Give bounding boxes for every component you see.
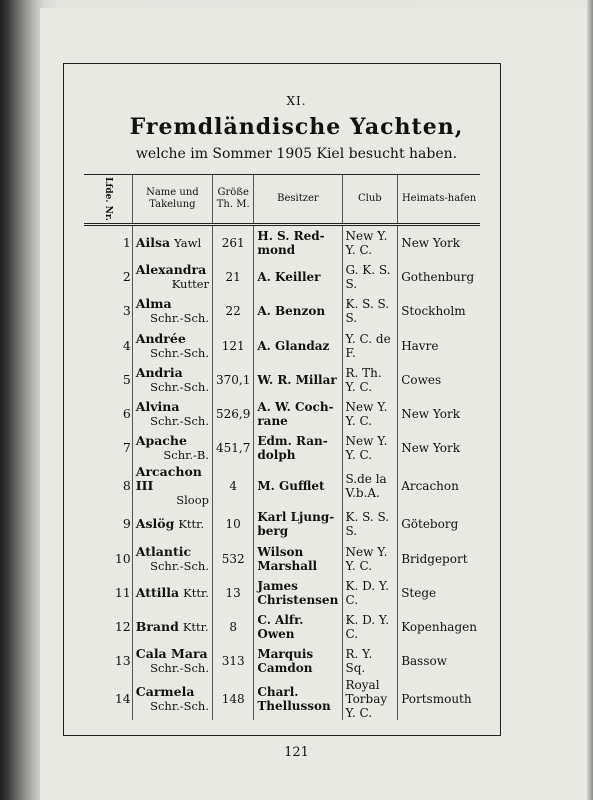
rig-type: Kttr. <box>182 619 209 634</box>
size-cell: 10 <box>213 507 254 541</box>
port-cell: Göteborg <box>398 507 480 541</box>
owner-cell: Edm. Ran-dolph <box>254 431 342 465</box>
rig-type: Schr.-Sch. <box>150 699 209 714</box>
club-cell: R. Th. Y. C. <box>342 363 398 397</box>
size-cell: 8 <box>213 610 254 644</box>
rig-type: Kutter <box>171 277 209 292</box>
yacht-name: Apache <box>135 433 187 449</box>
table-row <box>84 294 480 328</box>
port-cell: Gothenburg <box>398 260 480 294</box>
yacht-name: Andria <box>135 364 183 380</box>
port-cell: Arcachon <box>398 465 480 507</box>
yacht-name-cell <box>132 644 212 678</box>
owner-cell: James Christensen <box>254 576 342 610</box>
size-cell: 370,1 <box>213 363 254 397</box>
port-cell: New York <box>398 397 480 431</box>
club-cell: Royal Torbay Y. C. <box>342 678 398 720</box>
yacht-name: Carmela <box>135 684 195 700</box>
table-row <box>84 576 480 610</box>
port-cell: New York <box>398 431 480 465</box>
yacht-name: Aslög <box>135 516 175 532</box>
club-cell: New Y. Y. C. <box>342 542 398 576</box>
port-cell: Kopenhagen <box>398 610 480 644</box>
port-cell: Havre <box>398 329 480 363</box>
yacht-name-cell <box>132 542 212 576</box>
rig-type: Schr.-Sch. <box>150 345 209 360</box>
rig-type: Kttr. <box>183 585 209 600</box>
header-port: Heimats-hafen <box>398 175 480 225</box>
table-row <box>84 225 480 261</box>
table-row <box>84 329 480 363</box>
header-club: Club <box>342 175 398 225</box>
header-nr: Lfde. Nr. <box>84 175 132 225</box>
size-cell: 121 <box>213 329 254 363</box>
table-header-row <box>84 175 480 225</box>
row-number: 7 <box>122 440 131 456</box>
rig-type: Schr.-Sch. <box>150 661 209 676</box>
club-cell: R. Y. Sq. <box>342 644 398 678</box>
row-number: 10 <box>114 550 131 566</box>
owner-cell: C. Alfr. Owen <box>254 610 342 644</box>
rig-type: Kttr. <box>178 517 205 532</box>
rig-type: Schr.-Sch. <box>150 311 209 326</box>
size-cell: 13 <box>213 576 254 610</box>
row-number: 5 <box>122 371 131 387</box>
size-cell: 148 <box>213 678 254 720</box>
page-title: Fremdländische Yachten, <box>129 114 464 140</box>
header-owner: Besitzer <box>254 175 342 225</box>
size-cell: 22 <box>213 294 254 328</box>
table-row <box>84 431 480 465</box>
size-cell: 4 <box>213 465 254 507</box>
club-cell: G. K. S. S. <box>342 260 398 294</box>
table-row <box>84 507 480 541</box>
club-cell: New Y. Y. C. <box>342 431 398 465</box>
port-cell: Stege <box>398 576 480 610</box>
port-cell: Bridgeport <box>398 542 480 576</box>
yacht-name: Andrée <box>135 330 186 346</box>
yacht-name-cell <box>132 260 212 294</box>
yacht-name-cell <box>132 507 212 541</box>
yacht-name: Alma <box>135 296 172 312</box>
yacht-name: Alexandra <box>135 262 207 278</box>
club-cell: K. S. S. S. <box>342 507 398 541</box>
row-number: 13 <box>114 653 131 669</box>
table-row <box>84 610 480 644</box>
row-number: 3 <box>122 303 131 319</box>
header-size: Größe Th. M. <box>213 175 254 225</box>
size-cell: 526,9 <box>213 397 254 431</box>
yacht-name-cell <box>132 431 212 465</box>
row-number: 12 <box>114 618 131 634</box>
club-cell: S.de la V.b.A. <box>342 465 398 507</box>
rig-type: Schr.-Sch. <box>150 558 209 573</box>
row-number: 8 <box>122 478 131 494</box>
rig-type: Schr.-Sch. <box>150 414 209 429</box>
row-number: 1 <box>122 235 131 251</box>
club-cell: Y. C. de F. <box>342 329 398 363</box>
rig-type: Sloop <box>176 493 209 508</box>
table-row <box>84 542 480 576</box>
table-row <box>84 678 480 720</box>
owner-cell: M. Gufflet <box>254 465 342 507</box>
size-cell: 313 <box>213 644 254 678</box>
owner-cell: A. Glandaz <box>254 329 342 363</box>
yacht-name-cell <box>132 678 212 720</box>
size-cell: 261 <box>213 225 254 261</box>
port-cell: Portsmouth <box>398 678 480 720</box>
yacht-name-cell <box>132 610 212 644</box>
yacht-name: Cala Mara <box>135 646 208 662</box>
owner-cell: H. S. Red-mond <box>254 225 342 261</box>
rig-type: Schr.-B. <box>163 448 209 463</box>
page-subtitle: welche im Sommer 1905 Kiel besucht haben. <box>135 146 458 162</box>
port-cell: New York <box>398 225 480 261</box>
yacht-name: Brand <box>135 618 179 634</box>
owner-cell: W. R. Millar <box>254 363 342 397</box>
row-number: 2 <box>122 269 131 285</box>
row-number: 6 <box>122 406 131 422</box>
yacht-name-cell <box>132 294 212 328</box>
yacht-name-cell <box>132 465 212 507</box>
port-cell: Stockholm <box>398 294 480 328</box>
page-number: 121 <box>284 745 309 760</box>
port-cell: Bassow <box>398 644 480 678</box>
size-cell: 532 <box>213 542 254 576</box>
owner-cell: A. W. Coch-rane <box>254 397 342 431</box>
owner-cell: Charl. Thellusson <box>254 678 342 720</box>
rig-type: Yawl <box>174 236 202 251</box>
owner-cell: A. Benzon <box>254 294 342 328</box>
size-cell: 451,7 <box>213 431 254 465</box>
club-cell: K. D. Y. C. <box>342 576 398 610</box>
yacht-name-cell <box>132 576 212 610</box>
yacht-name: Atlantic <box>135 543 192 559</box>
row-number: 11 <box>114 584 131 600</box>
yacht-name: Alvina <box>135 399 180 415</box>
table-body <box>84 225 480 721</box>
owner-cell: A. Keiller <box>254 260 342 294</box>
yacht-name-cell <box>132 329 212 363</box>
yacht-name: Ailsa <box>135 235 171 251</box>
owner-cell: Wilson Marshall <box>254 542 342 576</box>
row-number: 4 <box>122 337 131 353</box>
yacht-table <box>84 174 480 720</box>
table-row <box>84 465 480 507</box>
table-row <box>84 260 480 294</box>
table-row <box>84 397 480 431</box>
club-cell: K. D. Y. C. <box>342 610 398 644</box>
owner-cell: Marquis Camdon <box>254 644 342 678</box>
size-cell: 21 <box>213 260 254 294</box>
table-row <box>84 363 480 397</box>
rig-type: Schr.-Sch. <box>150 379 209 394</box>
table-row <box>84 644 480 678</box>
header-name: Name und Takelung <box>132 175 212 225</box>
owner-cell: Karl Ljung-berg <box>254 507 342 541</box>
port-cell: Cowes <box>398 363 480 397</box>
row-number: 9 <box>122 516 131 532</box>
yacht-name-cell <box>132 225 212 261</box>
club-cell: New Y. Y. C. <box>342 397 398 431</box>
yacht-name-cell <box>132 397 212 431</box>
yacht-name: Arcachon III <box>135 464 202 494</box>
club-cell: New Y. Y. C. <box>342 225 398 261</box>
row-number: 14 <box>114 691 131 707</box>
yacht-name-cell <box>132 363 212 397</box>
chapter-number: XI. <box>286 94 307 108</box>
yacht-name: Attilla <box>135 584 180 600</box>
club-cell: K. S. S. S. <box>342 294 398 328</box>
